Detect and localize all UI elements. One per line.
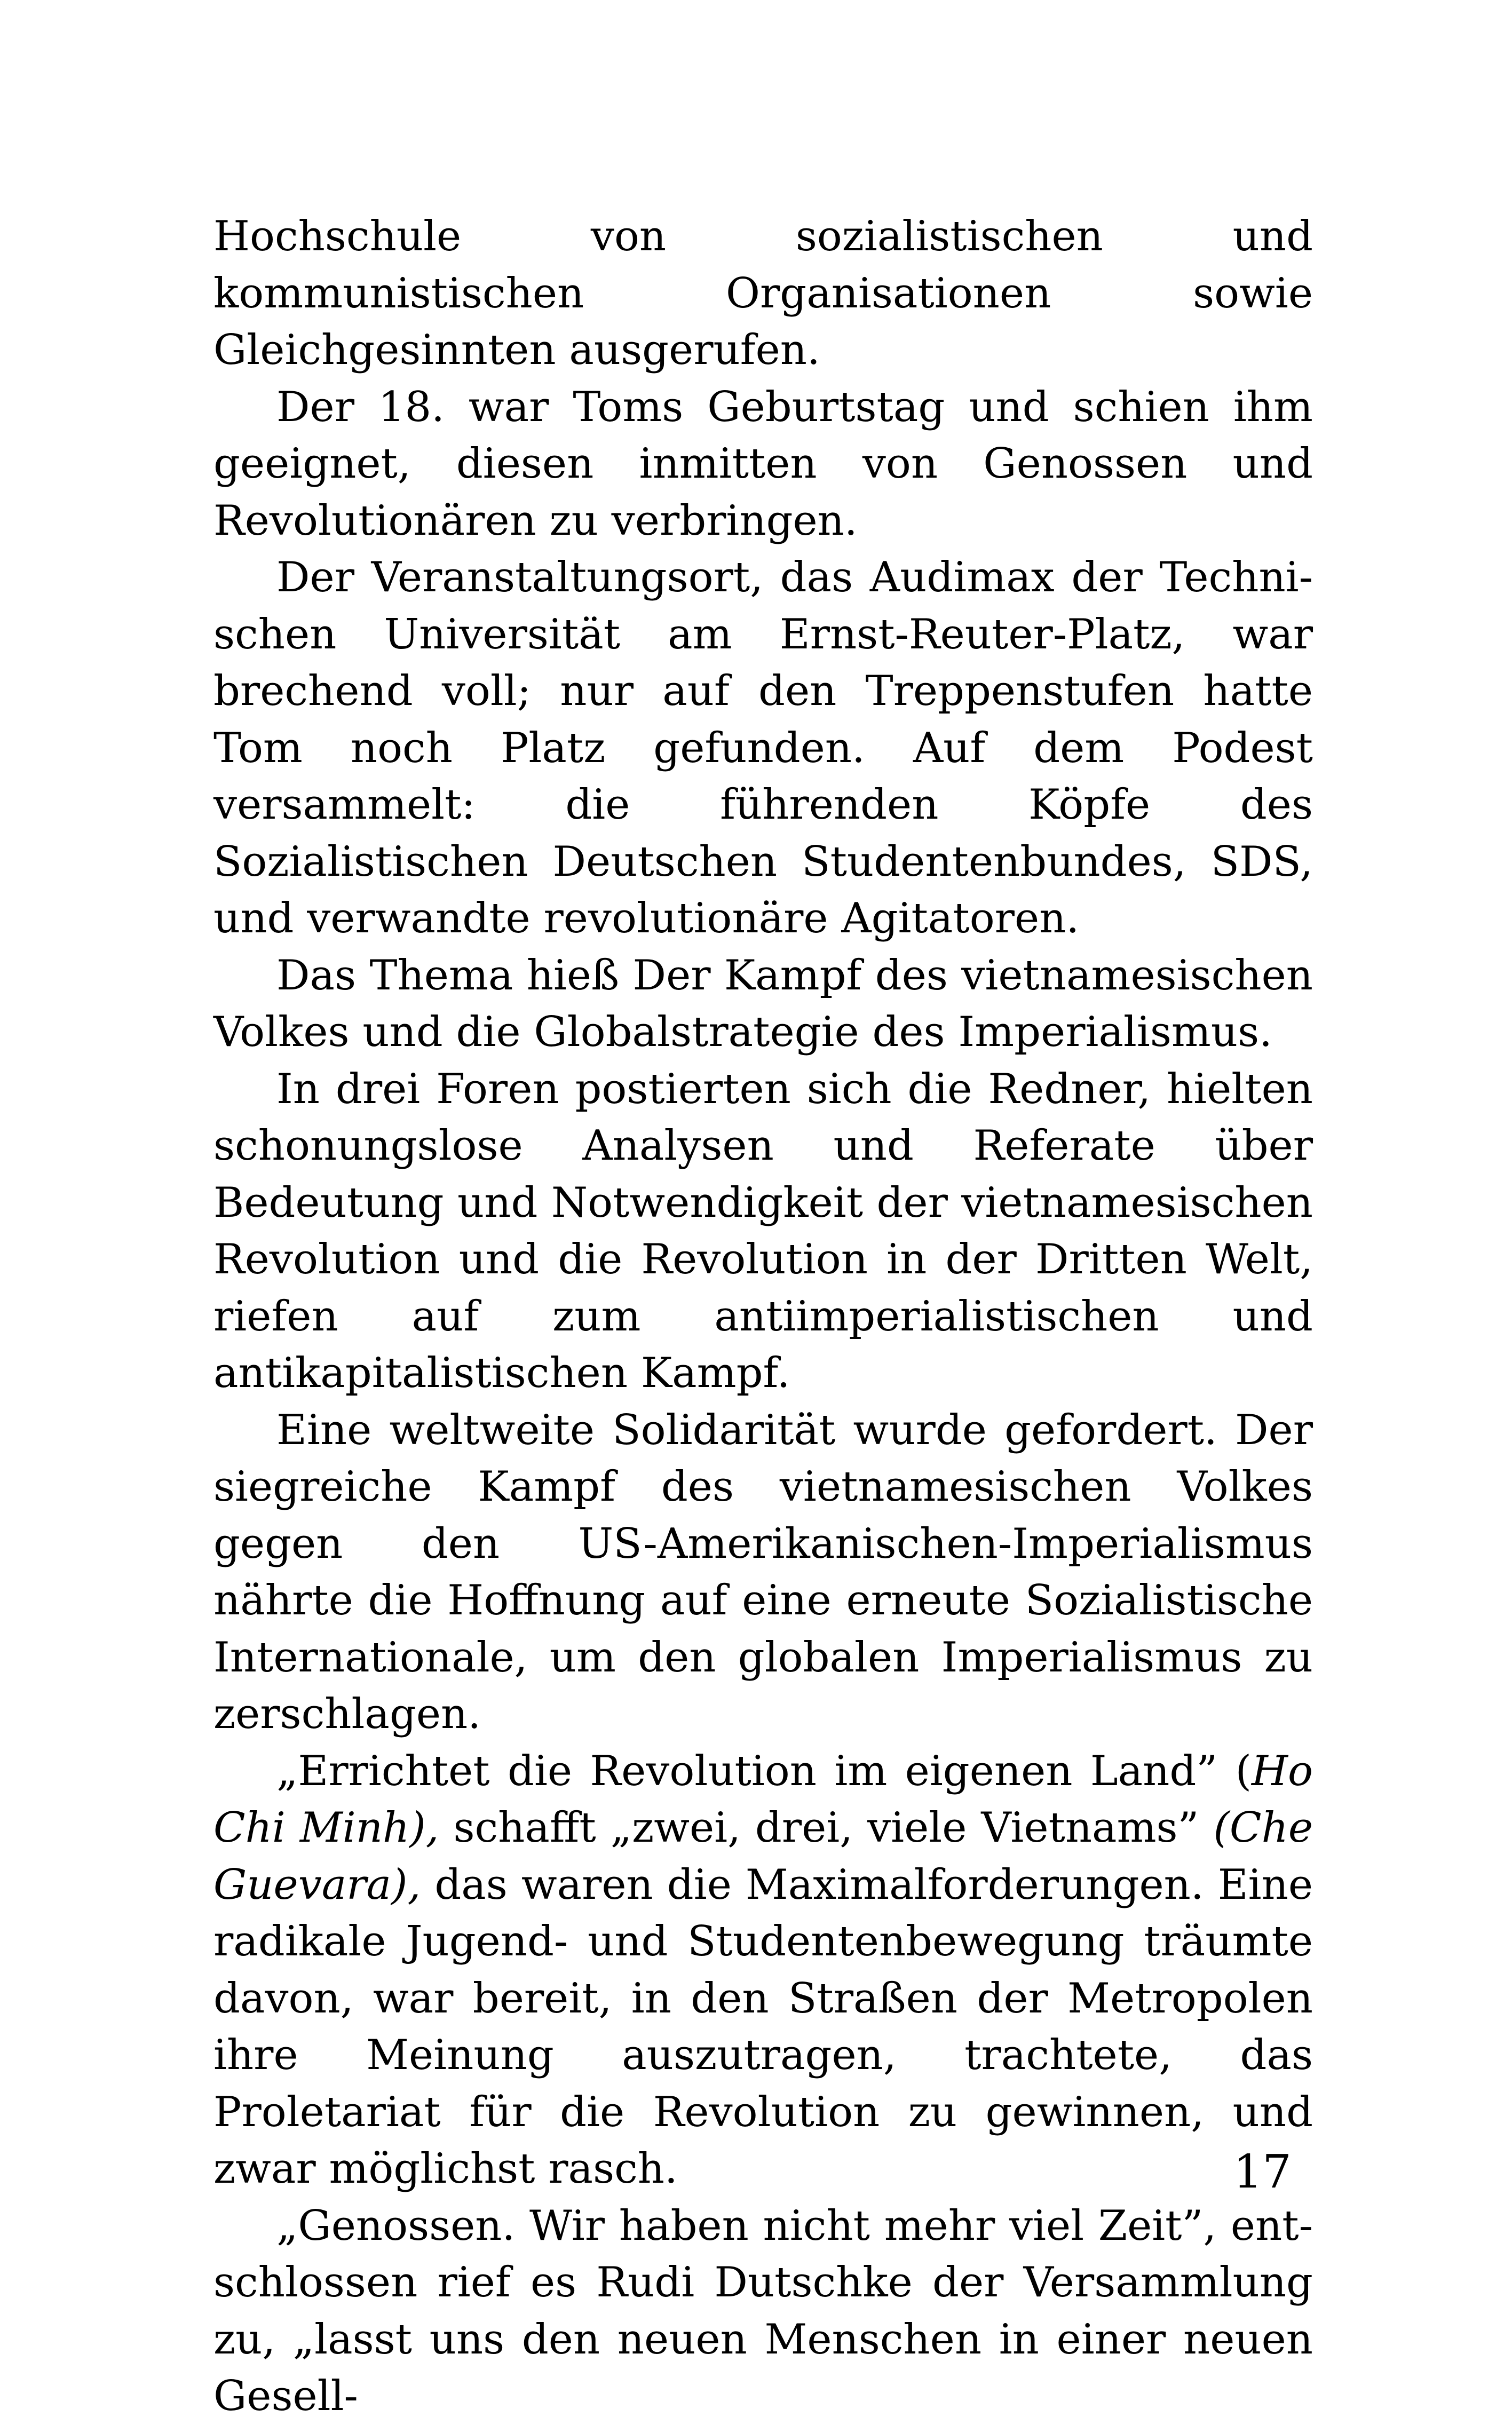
paragraph: [213, 379, 1313, 550]
paragraph: [213, 1743, 1313, 2198]
text-segment: Das Thema hieß Der Kampf des vietnamesischen Volkes und die Globalstrategie des Imperialismus.: [213, 951, 1313, 1056]
text-segment: „Genossen. Wir haben nicht mehr viel Zeit”, entschlossen rief es Rudi Dutschke der Versammlung zu, „lasst uns den neuen Menschen in einer neuen Gesell-: [213, 2201, 1313, 2420]
italic-citation: Ho Chi Minh),: [213, 1747, 1313, 1852]
text-segment: Der Veranstaltungsort, das Audimax der Technischen Universität am Ernst-Reuter-Platz, war brechend voll; nur auf den Treppenstufen hatte Tom noch Platz gefunden. Auf dem Podest versammelt: die führenden Köpfe des Sozialistischen Deutschen Studentenbundes, SDS, und verwandte revolutionäre Agitatoren.: [213, 553, 1313, 942]
text-segment: schafft „zwei, drei, viele Vietnams”: [439, 1804, 1214, 1852]
paragraph: [213, 2198, 1313, 2425]
text-segment: „Errichtet die Revolution im eigenen Land” (: [276, 1747, 1252, 1795]
text-segment: das waren die Maximalforderungen. Eine radikale Jugend- und Studentenbewegung träumte davon, war bereit, in den Straßen der Metropolen ihre Meinung auszutragen, trachtete, das Proletariat für die Revolution zu gewinnen, und zwar möglichst rasch.: [213, 1860, 1313, 2193]
italic-citation: (Che Guevara),: [213, 1804, 1313, 1909]
body-text: [213, 208, 1313, 2425]
paragraph: [213, 1402, 1313, 1743]
page-number: 17: [1233, 2145, 1292, 2199]
paragraph: [213, 208, 1313, 379]
text-segment: Hochschule von sozialistischen und kommunistischen Organisationen sowie Gleichgesinnten ausgerufen.: [213, 212, 1313, 374]
text-segment: Der 18. war Toms Geburtstag und schien ihm geeignet, diesen inmitten von Genossen und Revolutionären zu verbringen.: [213, 383, 1313, 545]
text-segment: In drei Foren postierten sich die Redner, hielten schonungslose Analysen und Referate über Bedeutung und Notwendigkeit der vietnamesischen Revolution und die Revolution in der Dritten Welt, riefen auf zum antiimperialistischen und antikapitalistischen Kampf.: [213, 1065, 1313, 1397]
text-segment: Eine weltweite Solidarität wurde gefordert. Der siegreiche Kampf des vietnamesischen Volkes gegen den US-Amerikanischen-Imperialismus nährte die Hoffnung auf eine erneute Sozialistische Internationale, um den globalen Imperialismus zu zerschlagen.: [213, 1406, 1313, 1738]
paragraph: [213, 1061, 1313, 1402]
paragraph: [213, 947, 1313, 1061]
paragraph: [213, 549, 1313, 947]
